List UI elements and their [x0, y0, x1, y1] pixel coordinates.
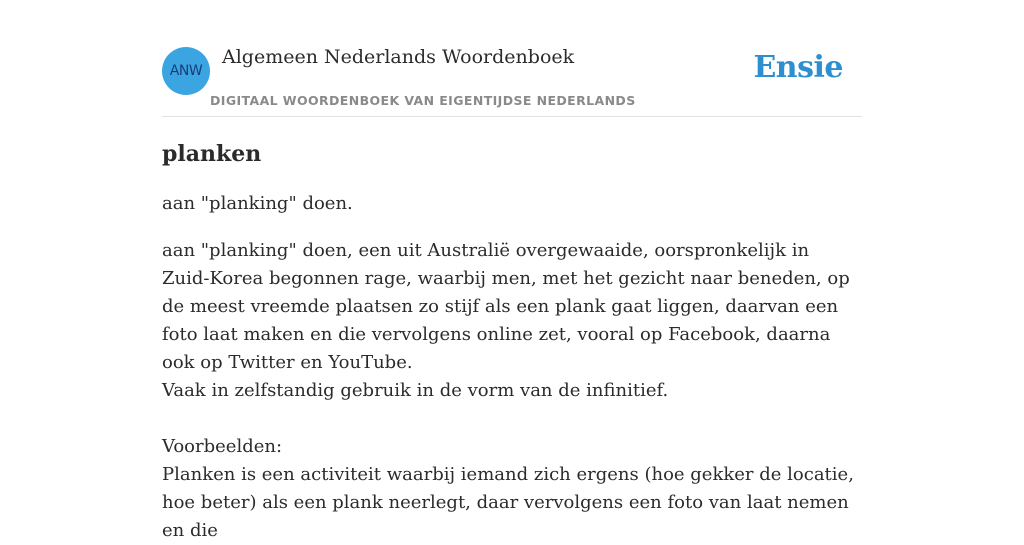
site-header	[162, 0, 862, 117]
entry-usage-note: Vaak in zelfstandig gebruik in de vorm van de infinitief.	[162, 380, 669, 401]
page-container	[162, 0, 862, 541]
dictionary-title[interactable]: Algemeen Nederlands Woordenboek	[222, 46, 575, 68]
dictionary-subtitle: DIGITAAL WOORDENBOEK VAN EIGENTIJDSE NEDERLANDS	[210, 93, 636, 108]
entry-headword: planken	[162, 141, 262, 167]
anw-logo[interactable]	[162, 47, 210, 95]
examples-label: Voorbeelden:	[162, 436, 283, 457]
dictionary-entry	[162, 138, 862, 545]
ensie-brand-link[interactable]: Ensie	[753, 50, 843, 85]
anw-logo-text: ANW	[169, 63, 203, 79]
entry-summary: aan "planking" doen.	[162, 193, 353, 214]
example-text: Planken is een activiteit waarbij iemand zich ergens (hoe gekker de locatie, hoe beter) als een plank neerlegt, daar vervolgens een foto van laat nemen en die	[162, 464, 854, 541]
entry-definition: aan "planking" doen, een uit Australië overgewaaide, oorspronkelijk in Zuid-Korea begonnen rage, waarbij men, met het gezicht naar beneden, op de meest vreemde plaatsen zo stijf als een plank gaat liggen, daarvan een foto laat maken en die vervolgens online zet, vooral op Facebook, daarna ook op Twitter en YouTube.	[162, 240, 850, 373]
